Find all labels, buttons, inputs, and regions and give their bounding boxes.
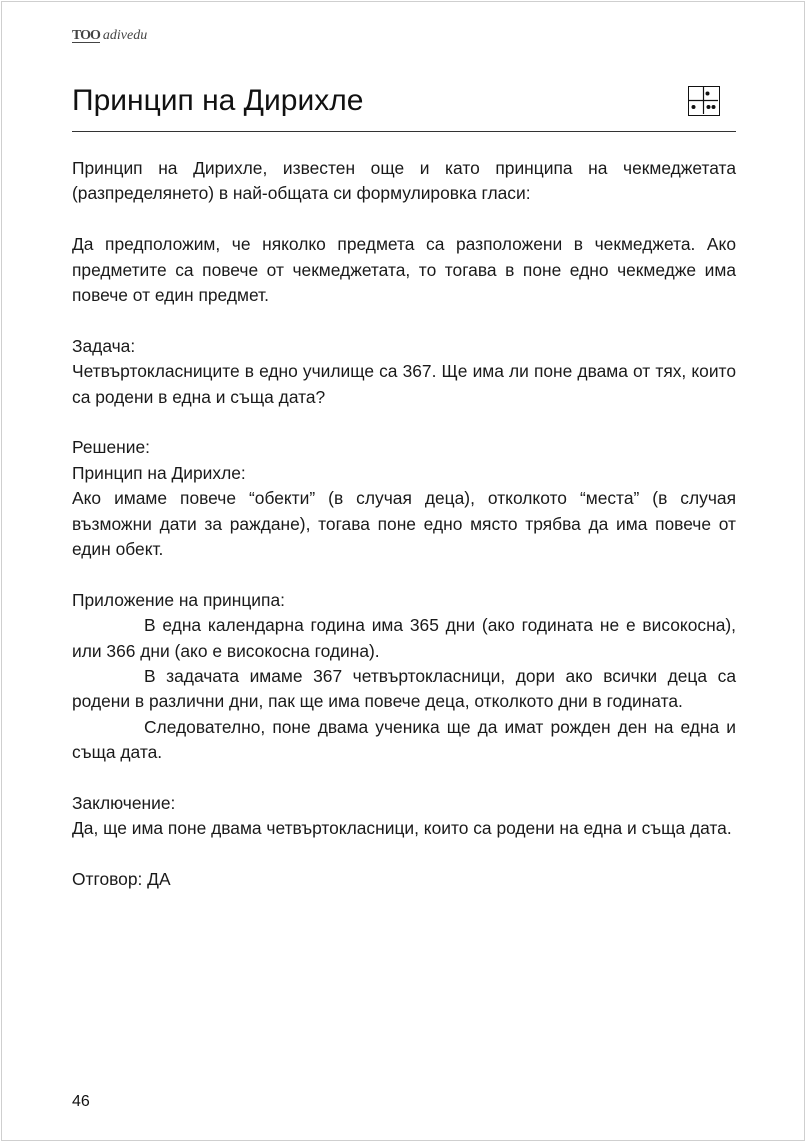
application-label: Приложение на принципа: (72, 589, 285, 610)
intro-paragraph: Принцип на Дирихле, известен още и като принципа на чекмеджетата (разпределянето) в най-общата си формулировка гласи: (72, 158, 736, 204)
page-content (72, 156, 736, 893)
task-text: Четвъртокласниците в едно училище са 367. Ще има ли поне двама от тях, които са родени в една и съща дата? (72, 361, 736, 407)
answer-text: Отговор: ДА (72, 869, 171, 890)
conclusion-label: Заключение: (72, 793, 176, 814)
page-number: 46 (72, 1093, 90, 1110)
principle-text: Ако имаме повече “обекти” (в случая деца), отколкото “места” (в случая възможни дати за раждане), тогава поне едно място трябва да има повече от един обект. (72, 488, 736, 560)
title-divider (72, 131, 736, 132)
solution-label: Решение: (72, 437, 150, 458)
task-label: Задача: (72, 335, 136, 356)
dice-four-icon (688, 86, 720, 116)
page-title: Принцип на Дирихле (72, 84, 364, 117)
publisher-logo (72, 28, 147, 44)
application-paragraph-3: Следователно, поне двама ученика ще да имат рожден ден на една и съща дата. (72, 716, 736, 763)
application-paragraph-1: В една календарна година има 365 дни (ако годината не е високосна), или 366 дни (ако е високосна година). (72, 615, 736, 661)
principle-label: Принцип на Дирихле: (72, 462, 246, 483)
application-paragraph-2: В задачата имаме 367 четвъртокласници, дори ако всички деца са родени в различни дни, пак ще има повече деца, отколкото дни в годината. (72, 666, 736, 712)
statement-paragraph: Да предположим, че няколко предмета са разположени в чекмеджета. Ако предметите са повече от чекмеджетата, то тогава в поне едно чекмедже има повече от един предмет. (72, 234, 736, 306)
logo-mark: TOO (72, 28, 100, 43)
conclusion-text: Да, ще има поне двама четвъртокласници, които са родени на една и съща дата. (72, 818, 732, 839)
logo-text: adivedu (102, 28, 148, 43)
